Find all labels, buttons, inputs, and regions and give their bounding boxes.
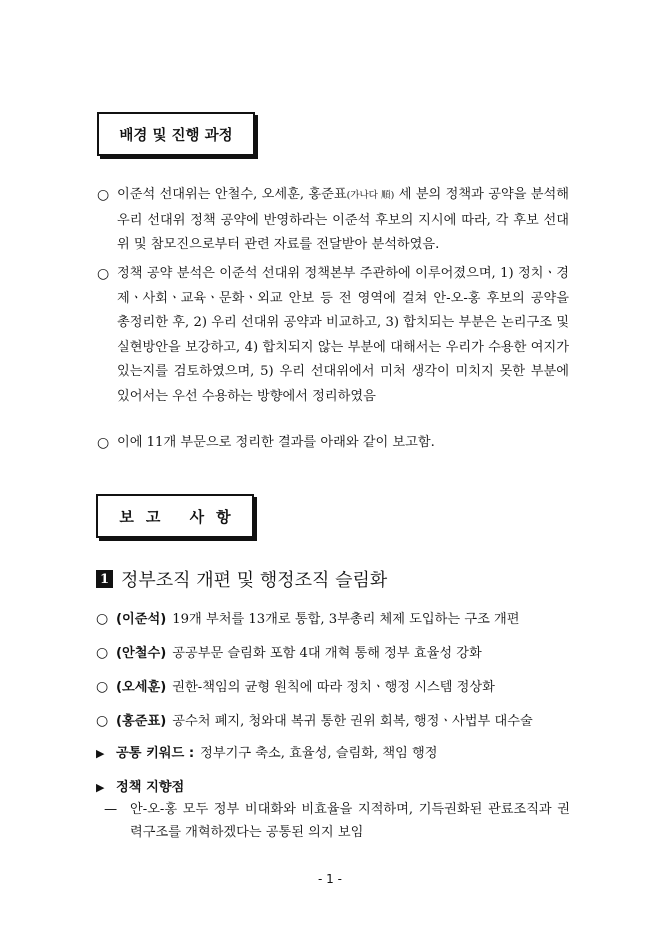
ordering-note: (가나다 順): [346, 190, 395, 201]
subsection-heading: [96, 566, 387, 592]
list-item: [96, 676, 576, 695]
list-item: [96, 608, 576, 627]
candidate-name: (안철수): [116, 646, 167, 661]
candidate-name: (이준석): [116, 612, 167, 627]
paragraph-directive: [97, 183, 569, 258]
circle-bullet-icon: ○: [96, 645, 109, 661]
list-item: [96, 642, 576, 661]
item-text: 권한-책임의 균형 원칙에 따라 정치ㆍ행정 시스템 정상화: [172, 680, 495, 695]
direction-label: 정책 지향점: [116, 780, 185, 795]
text-segment: 이준석 선대위는 안철수, 오세훈, 홍준표: [117, 187, 347, 202]
circle-bullet-icon: ○: [97, 187, 110, 203]
heading-number-badge: 1: [96, 570, 113, 588]
keyword-text: 정부기구 축소, 효율성, 슬림화, 책임 행정: [200, 746, 438, 761]
item-text: 공공부문 슬림화 포함 4대 개혁 통해 정부 효율성 강화: [172, 646, 482, 661]
circle-bullet-icon: ○: [96, 611, 109, 627]
paragraph-text: 이에 11개 부문으로 정리한 결과를 아래와 같이 보고함.: [117, 435, 435, 450]
keyword-label: 공통 키워드 :: [116, 746, 195, 761]
policy-direction-heading: [96, 776, 576, 795]
paragraph-analysis: [97, 262, 569, 409]
text-segment: 세 분의 정책과 공약을 분석해 우리 선대위 정책 공약에 반영하라는 이준석 후보의 지시에 따라, 각 후보 선대위 및 참모진으로부터 관련 자료를 전달받아 분석하였음.: [117, 187, 569, 252]
policy-direction-text: [104, 798, 570, 844]
triangle-bullet-icon: ▶: [96, 747, 105, 760]
section-title-report: 보고 사항: [96, 494, 254, 538]
heading-text: 정부조직 개편 및 행정조직 슬림화: [121, 570, 388, 591]
paragraph-text: 정책 공약 분석은 이준석 선대위 정책본부 주관하에 이루어졌으며, 1) 정치ㆍ경제ㆍ사회ㆍ교육ㆍ문화ㆍ외교 안보 등 전 영역에 걸쳐 안-오-홍 후보의 공약을 총정리한 후, 2) 우리 선대위 공약과 비교하고, 3) 합치되는 부분은 논리구조 및 실현방안을 보강하고, 4) 합치되지 않는 부분에 대해서는 우리가 수용한 여지가 있는지를 검토하였으며, 5) 우리 선대위에서 미처 생각이 미치지 못한 부분에 있어서는 우선 수용하는 방향에서 정리하였음: [117, 266, 569, 404]
candidate-name: (홍준표): [116, 714, 167, 729]
circle-bullet-icon: ○: [97, 266, 110, 282]
page-number: - 1 -: [318, 872, 342, 886]
paragraph-report: [97, 431, 569, 456]
circle-bullet-icon: ○: [96, 713, 109, 729]
circle-bullet-icon: ○: [96, 679, 109, 695]
triangle-bullet-icon: ▶: [96, 781, 105, 794]
circle-bullet-icon: ○: [97, 435, 110, 451]
candidate-name: (오세훈): [116, 680, 167, 695]
section-title-background: 배경 및 진행 과정: [97, 112, 255, 156]
list-item: [96, 710, 576, 729]
dash-bullet-icon: —: [104, 802, 118, 817]
common-keywords: [96, 742, 576, 761]
item-text: 19개 부처를 13개로 통합, 3부총리 체제 도입하는 구조 개편: [172, 612, 520, 627]
item-text: 공수처 폐지, 청와대 복귀 통한 권위 회복, 행정ㆍ사법부 대수술: [172, 714, 533, 729]
paragraph-text: [117, 183, 569, 258]
direction-text: 안-오-홍 모두 정부 비대화와 비효율을 지적하며, 기득권화된 관료조직과 권력구조를 개혁하겠다는 공통된 의지 보임: [130, 802, 570, 840]
